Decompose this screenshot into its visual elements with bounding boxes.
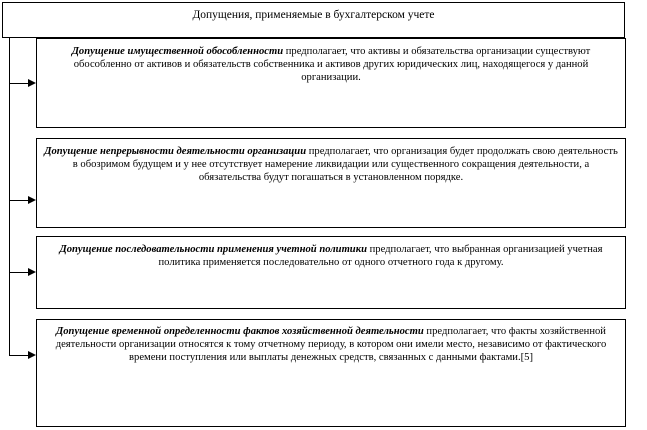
assumption-description: предполагает, что факты хозяйственной деятельности организации относятся к тому отчетному периоду, в котором они имели место, независимо от фактического времени поступления или выплаты денежных средств, связанных с данными фактами.[5] bbox=[55, 326, 607, 363]
assumption-description: предполагает, что организация будет продолжать свою деятельность в обозримом будущем и у нее отсутствует намерение ликвидации или существенного сокращения деятельности, а обязательства будут погашаться в установленном порядке. bbox=[72, 146, 618, 183]
arrow-right-icon bbox=[28, 196, 36, 204]
connector-spine-line bbox=[9, 38, 10, 356]
arrow-right-icon bbox=[28, 79, 36, 87]
assumption-term: Допущение имущественной обособленности bbox=[71, 46, 284, 57]
assumption-box-temporal-certainty bbox=[36, 319, 626, 427]
connector-line-2 bbox=[9, 200, 28, 201]
assumption-description: предполагает, что активы и обязательства организации существуют обособленно от активов и обязательств собственника и активов других юридических лиц, находящегося у данной организации. bbox=[73, 46, 591, 83]
connector-line-4 bbox=[9, 355, 28, 356]
assumption-box-going-concern bbox=[36, 138, 626, 228]
connector-line-3 bbox=[9, 272, 28, 273]
assumption-description: предполагает, что выбранная организацией учетная политика применяется последовательно от одного отчетного года к другому. bbox=[158, 244, 603, 268]
arrow-right-icon bbox=[28, 268, 36, 276]
assumption-term: Допущение последовательности применения учетной политики bbox=[59, 244, 367, 255]
diagram-title: Допущения, применяемые в бухгалтерском учете bbox=[192, 9, 435, 21]
assumption-box-property-separation bbox=[36, 38, 626, 128]
assumption-term: Допущение непрерывности деятельности организации bbox=[44, 146, 307, 157]
assumption-term: Допущение временной определенности фактов хозяйственной деятельности bbox=[56, 326, 424, 337]
arrow-right-icon bbox=[28, 351, 36, 359]
connector-line-1 bbox=[9, 83, 28, 84]
assumption-box-consistency bbox=[36, 236, 626, 309]
diagram-header-box bbox=[2, 2, 625, 38]
